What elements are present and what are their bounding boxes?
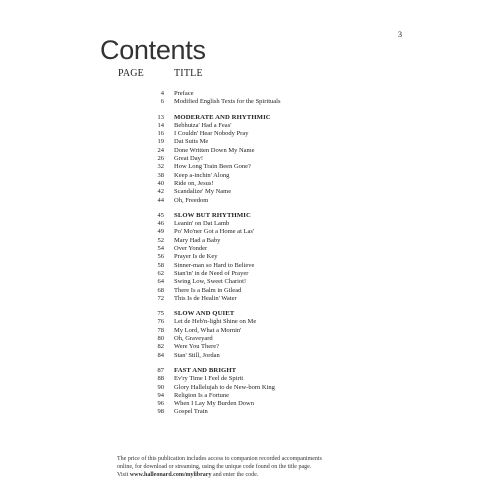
song-title: Over Yonder xyxy=(174,245,208,253)
toc-page-number: 58 xyxy=(157,261,164,269)
toc-page-number: 52 xyxy=(157,236,164,244)
toc-entry xyxy=(0,253,500,261)
song-title: When I Lay My Burden Down xyxy=(174,400,254,408)
song-title: Oh, Graveyard xyxy=(174,335,213,343)
column-headers xyxy=(0,68,500,82)
song-title: Were You There? xyxy=(174,343,220,351)
toc-entry xyxy=(0,343,500,351)
toc-entry xyxy=(0,90,500,98)
toc-entry xyxy=(0,327,500,335)
toc-entry xyxy=(0,197,500,205)
song-title: Ev'ry Time I Feel de Spirit xyxy=(174,375,244,383)
song-title: How Long Train Been Gone? xyxy=(174,163,251,171)
toc-entry xyxy=(0,295,500,303)
toc-entry xyxy=(0,147,500,155)
song-title: Bebhutza' Had a Feas' xyxy=(174,121,232,129)
toc-entry xyxy=(0,318,500,326)
toc-page-number: 14 xyxy=(157,121,164,129)
toc-page-number: 76 xyxy=(157,318,164,326)
song-title: Done Written Down My Name xyxy=(174,146,255,154)
toc-page-number: 54 xyxy=(157,245,164,253)
song-title: Great Day! xyxy=(174,155,204,163)
toc-page-number: 94 xyxy=(157,391,164,399)
toc-page-number: 19 xyxy=(157,138,164,146)
column-header-title: TITLE xyxy=(174,68,203,79)
song-title: Religion Is a Fortune xyxy=(174,391,230,399)
toc-entry xyxy=(0,245,500,253)
toc-entry xyxy=(0,400,500,408)
song-title: Swing Low, Sweet Chariot! xyxy=(174,278,247,286)
toc-page-number: 56 xyxy=(157,253,164,261)
song-title: Glory Hallelujah to de New-born King xyxy=(174,383,275,391)
toc-section-heading xyxy=(0,212,500,220)
song-title: Preface xyxy=(174,90,194,97)
toc-entry xyxy=(0,278,500,286)
toc-entry xyxy=(0,270,500,278)
toc-page-number: 49 xyxy=(157,228,164,236)
song-title: I Couldn' Hear Nobody Pray xyxy=(174,130,249,138)
toc-page-number: 44 xyxy=(157,196,164,204)
song-title: Po' Mo'ner Got a Home at Las' xyxy=(174,228,255,236)
toc-page-number: 84 xyxy=(157,351,164,359)
toc-page-number: 62 xyxy=(157,269,164,277)
toc-page-number: 24 xyxy=(157,146,164,154)
toc-entry xyxy=(0,122,500,130)
toc-page-number: 26 xyxy=(157,155,164,163)
toc-entry xyxy=(0,188,500,196)
song-title: My Lord, What a Mornin' xyxy=(174,326,242,334)
toc-entry xyxy=(0,287,500,295)
toc-section-heading xyxy=(0,114,500,122)
library-url: www.halleonard.com/mylibrary xyxy=(129,472,212,479)
toc-page-number: 46 xyxy=(157,220,164,228)
toc-page-number: 80 xyxy=(157,335,164,343)
group-spacer xyxy=(0,205,500,212)
song-title: Sinner-man so Hard to Believe xyxy=(174,261,255,269)
toc-entry xyxy=(0,138,500,146)
song-title: Prayer Is de Key xyxy=(174,253,218,261)
toc-page-number: 16 xyxy=(157,130,164,138)
song-title: Leanin' on Dat Lamb xyxy=(174,220,230,228)
toc-page-number: 45 xyxy=(157,211,164,219)
song-title: Gospel Train xyxy=(174,408,208,416)
toc-page-number: 72 xyxy=(157,294,164,302)
footer-line xyxy=(117,471,322,479)
toc-page-number: 87 xyxy=(157,366,164,374)
toc-page-number: 98 xyxy=(157,408,164,416)
toc-entry xyxy=(0,163,500,171)
toc-entry xyxy=(0,180,500,188)
toc-entry xyxy=(0,172,500,180)
toc-page-number: 40 xyxy=(157,179,164,187)
toc-page-number: 68 xyxy=(157,286,164,294)
toc-entry xyxy=(0,155,500,163)
song-title: There Is a Balm in Gilead xyxy=(174,286,242,294)
toc-entry xyxy=(0,384,500,392)
footer-text: Visit xyxy=(117,472,130,479)
page-number: 3 xyxy=(398,30,402,39)
section-title: SLOW AND QUIET xyxy=(174,310,235,318)
column-header-page: PAGE xyxy=(118,68,144,79)
toc-entry xyxy=(0,237,500,245)
toc-entry xyxy=(0,352,500,360)
toc-page-number: 42 xyxy=(157,188,164,196)
toc-page-number: 38 xyxy=(157,171,164,179)
toc-page-number: 6 xyxy=(160,98,164,106)
toc-page-number: 4 xyxy=(160,90,164,97)
toc-page-number: 88 xyxy=(157,375,164,383)
song-title: Mary Had a Baby xyxy=(174,236,221,244)
page-title: Contents xyxy=(100,35,206,65)
section-title: MODERATE AND RHYTHMIC xyxy=(174,113,271,121)
footer-line: The price of this publication includes access to companion recorded accompaniments xyxy=(117,456,322,462)
group-spacer xyxy=(0,107,500,114)
toc-page-number: 78 xyxy=(157,326,164,334)
toc-page-number: 96 xyxy=(157,400,164,408)
song-title: Scandalize' My Name xyxy=(174,188,232,196)
toc-entry xyxy=(0,392,500,400)
table-of-contents xyxy=(0,90,500,417)
footer-line: online, for download or streaming, using the unique code found on the title page. xyxy=(117,464,312,471)
song-title: Dat Suits Me xyxy=(174,138,209,146)
song-title: This Is de Healin' Water xyxy=(174,294,237,302)
song-title: Keep a-inchin' Along xyxy=(174,171,230,179)
song-title: Oh, Freedom xyxy=(174,196,209,204)
group-spacer xyxy=(0,360,500,367)
toc-entry xyxy=(0,130,500,138)
toc-section-heading xyxy=(0,310,500,318)
toc-page-number: 82 xyxy=(157,343,164,351)
toc-page-number: 90 xyxy=(157,383,164,391)
toc-entry xyxy=(0,262,500,270)
toc-entry xyxy=(0,220,500,228)
toc-section-heading xyxy=(0,367,500,375)
toc-entry xyxy=(0,408,500,416)
toc-entry xyxy=(0,335,500,343)
toc-entry xyxy=(0,228,500,236)
song-title: Modified English Texts for the Spirituals xyxy=(174,98,281,106)
toc-page-number: 64 xyxy=(157,278,164,286)
footer-note xyxy=(117,455,322,480)
toc-page-number: 75 xyxy=(157,310,164,318)
group-spacer xyxy=(0,303,500,310)
section-title: SLOW BUT RHYTHMIC xyxy=(174,211,251,219)
toc-page-number: 32 xyxy=(157,163,164,171)
song-title: Ride on, Jesus! xyxy=(174,179,214,187)
song-title: Stan'in' in de Need of Prayer xyxy=(174,269,249,277)
section-title: FAST AND BRIGHT xyxy=(174,366,237,374)
song-title: Let de Heb'n-light Shine on Me xyxy=(174,318,257,326)
toc-entry xyxy=(0,375,500,383)
song-title: Stan' Still, Jordan xyxy=(174,351,220,359)
toc-page-number: 13 xyxy=(157,113,164,121)
toc-entry xyxy=(0,98,500,106)
footer-text: and enter the code. xyxy=(211,472,259,479)
